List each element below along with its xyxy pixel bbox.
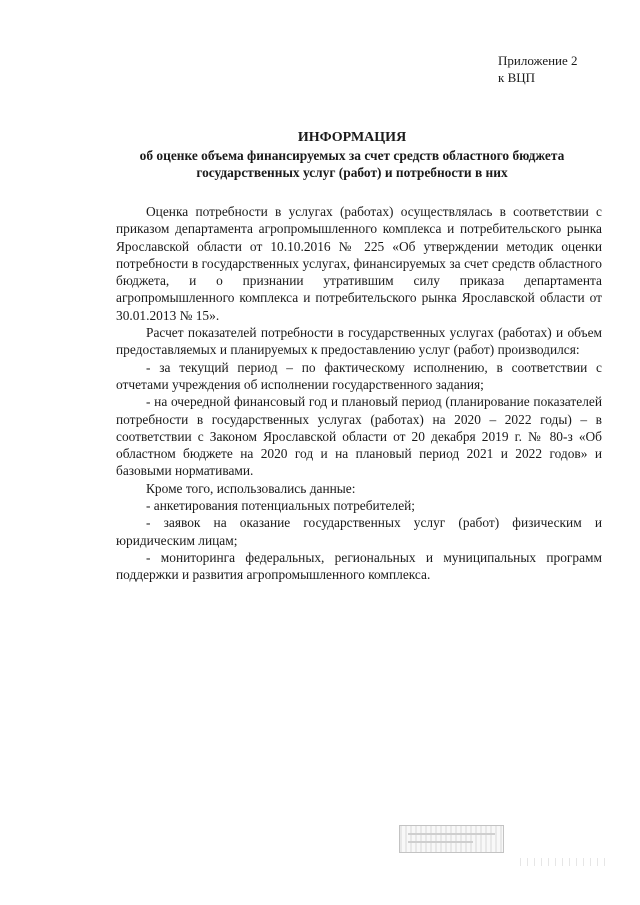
paragraph-planned-period: - на очередной финансовый год и плановый период (планирование показателей потребности в государственных услугах (работах) на 2020 – 2022 годы) – в соответствии с Законом Ярославской области от 20 декабря 2019 г. № 80-з «Об областном бюджете на 2020 год и на плановый период 2021 и 2022 годов» и базовыми нормативами. xyxy=(116,394,602,479)
document-title xyxy=(112,129,592,181)
title-line-2: государственных услуг (работ) и потребности в них xyxy=(196,165,508,180)
document-body xyxy=(116,203,602,584)
stamp-line xyxy=(408,833,495,835)
annex-line-2: к ВЦП xyxy=(498,70,536,85)
paragraph-additional-data: Кроме того, использовались данные: xyxy=(146,480,356,496)
list-item-survey: - анкетирования потенциальных потребителей; xyxy=(146,498,416,514)
scan-artifact xyxy=(520,858,610,866)
list-item-monitoring: - мониторинга федеральных, региональных и муниципальных программ поддержки и развития агропромышленного комплекса. xyxy=(116,549,602,583)
annex-label xyxy=(498,52,578,86)
annex-line-1: Приложение 2 xyxy=(498,53,578,68)
paragraph-calculation: Расчет показателей потребности в государственных услугах (работах) и объем предоставляемых и планируемых к предоставлению услуг (работ) производился: xyxy=(116,325,602,358)
paragraph-assessment: Оценка потребности в услугах (работах) осуществлялась в соответствии с приказом департамента агропромышленного комплекса и потребительского рынка Ярославской области от 10.10.2016 № 225 «Об утверждении методик оценки потребности в государственных услугах, финансируемых за счет средств областного бюджета, и о признании утратившим силу приказа департамента агропромышленного комплекса и потребительского рынка Ярославской области от 30.01.2013 № 15». xyxy=(116,204,602,323)
title-line-1: об оценке объема финансируемых за счет средств областного бюджета xyxy=(139,148,565,163)
registration-stamp xyxy=(399,825,504,853)
stamp-line xyxy=(408,841,473,843)
title-main: ИНФОРМАЦИЯ xyxy=(297,130,407,145)
paragraph-current-period: - за текущий период – по фактическому исполнению, в соответствии с отчетами учреждения об исполнении государственного задания; xyxy=(116,359,602,392)
list-item-applications: - заявок на оказание государственных услуг (работ) физическим и юридическим лицам; xyxy=(116,515,602,548)
